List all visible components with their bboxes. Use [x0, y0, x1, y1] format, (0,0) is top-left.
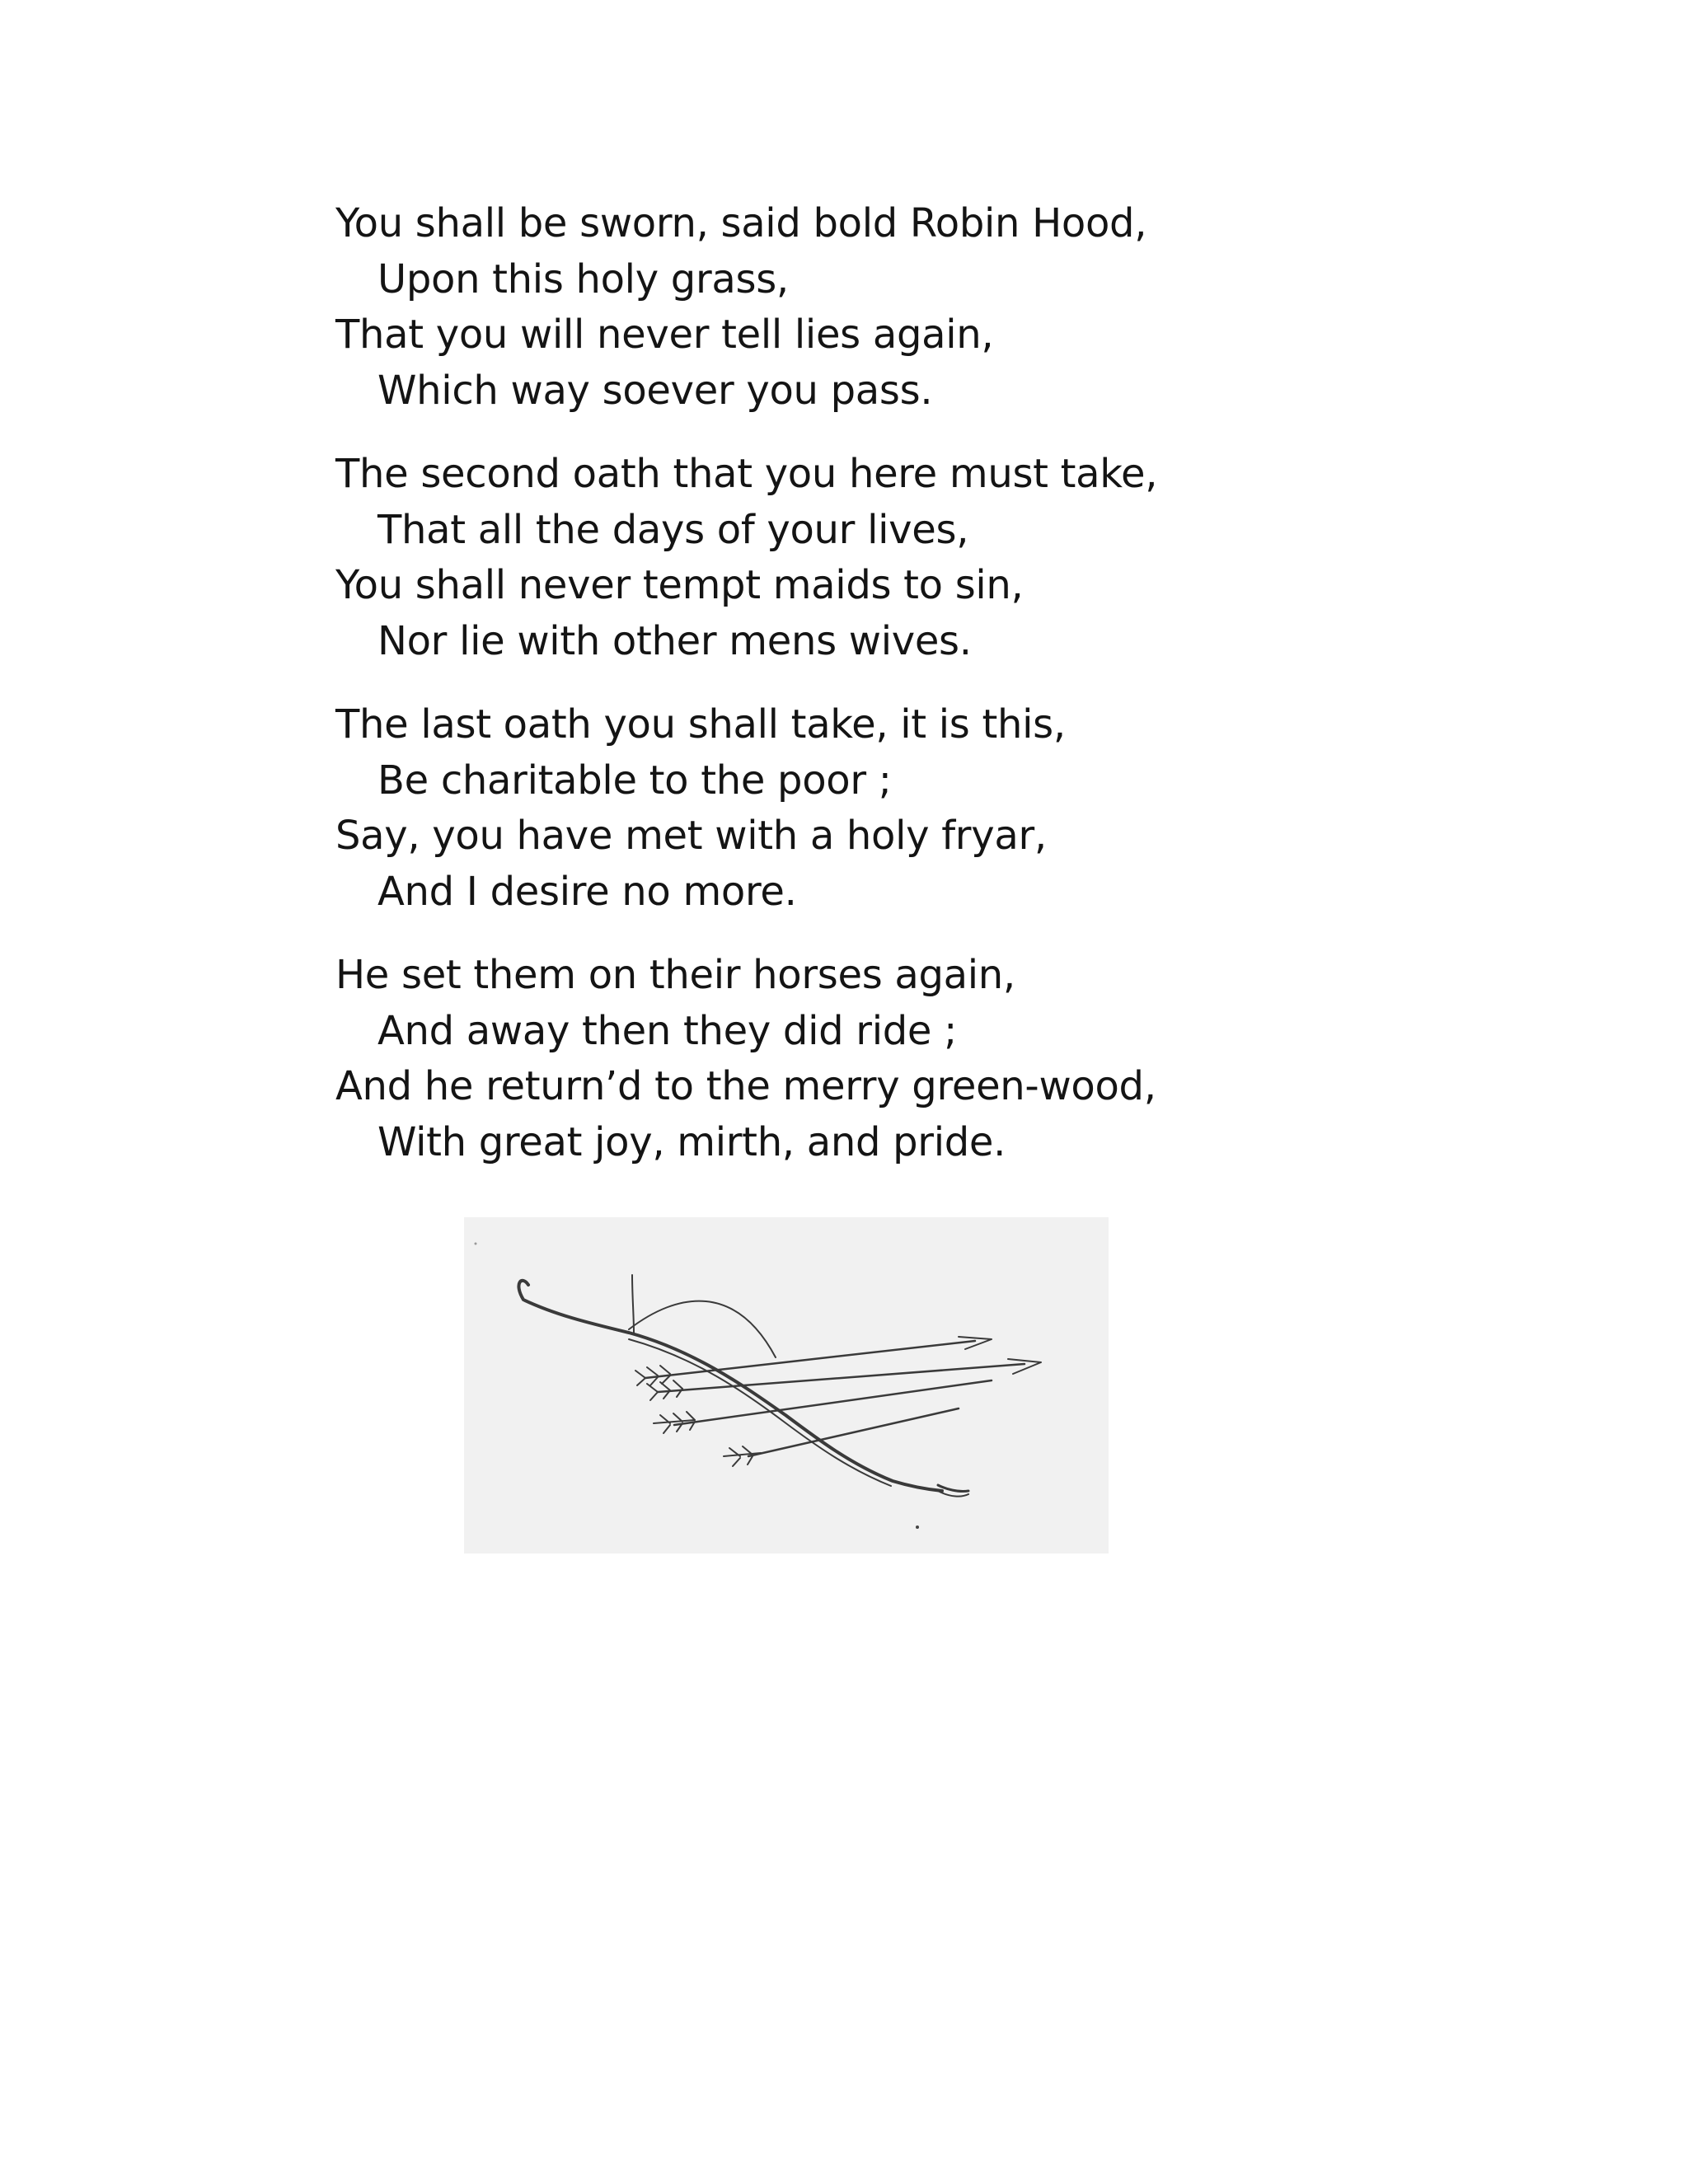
poem-line: And he return’d to the merry green-wood,: [335, 1063, 1156, 1109]
bow-and-arrows-illustration: [464, 1217, 1109, 1554]
stanza-2: [335, 447, 1242, 669]
poem-line: Nor lie with other mens wives.: [377, 617, 972, 664]
poem-line: That all the days of your lives,: [377, 506, 969, 553]
poem-line: He set them on their horses again,: [335, 952, 1015, 998]
stanza-4: [335, 948, 1242, 1170]
poem-line: Say, you have met with a holy fryar,: [335, 813, 1047, 859]
poem-line: Which way soever you pass.: [377, 367, 933, 414]
stanza-3: [335, 697, 1242, 920]
bow-and-arrows-icon: [464, 1217, 1109, 1554]
poem: [335, 196, 1242, 1198]
poem-line: The second oath that you here must take,: [335, 451, 1158, 497]
poem-line: And away then they did ride ;: [377, 1007, 957, 1054]
poem-line: Upon this holy grass,: [377, 255, 789, 302]
poem-line: With great joy, mirth, and pride.: [377, 1118, 1006, 1165]
poem-line: That you will never tell lies again,: [335, 312, 994, 358]
poem-line: The last oath you shall take, it is this,: [335, 701, 1066, 748]
stanza-1: [335, 196, 1242, 419]
poem-line: And I desire no more.: [377, 868, 797, 915]
poem-line: You shall be sworn, said bold Robin Hood,: [335, 200, 1147, 246]
poem-line: You shall never tempt maids to sin,: [335, 562, 1024, 608]
poem-line: Be charitable to the poor ;: [377, 757, 892, 804]
